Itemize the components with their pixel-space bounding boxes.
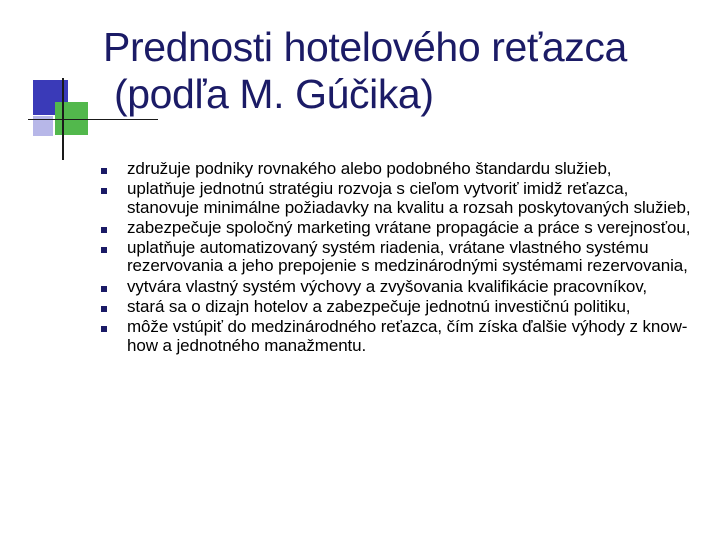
bullet-square-icon bbox=[101, 247, 107, 253]
bullet-square-icon bbox=[101, 188, 107, 194]
bullet-square-icon bbox=[101, 326, 107, 332]
slide-title bbox=[103, 24, 703, 118]
bullet-text: môže vstúpiť do medzinárodného reťazca, čím získa ďalšie výhody z know-how a jednotného manažmentu. bbox=[127, 317, 688, 355]
slide-title-line2: (podľa M. Gúčika) bbox=[103, 71, 434, 117]
decorative-horizontal-line bbox=[28, 119, 158, 120]
slide-title-line1: Prednosti hotelového reťazca bbox=[103, 24, 627, 70]
bullet-text: vytvára vlastný systém výchovy a zvyšovania kvalifikácie pracovníkov, bbox=[127, 276, 647, 296]
bullet-item bbox=[97, 160, 697, 178]
bullet-text: stará sa o dizajn hotelov a zabezpečuje jednotnú investičnú politiku, bbox=[127, 297, 631, 317]
bullet-text: združuje podniky rovnakého alebo podobného štandardu služieb, bbox=[127, 159, 612, 178]
bullet-item bbox=[97, 298, 697, 316]
bullet-item bbox=[97, 180, 697, 217]
bullet-item bbox=[97, 219, 697, 237]
bullet-item bbox=[97, 278, 697, 296]
bullet-square-icon bbox=[101, 227, 107, 233]
bullet-square-icon bbox=[101, 306, 107, 312]
bullet-text: uplatňuje jednotnú stratégiu rozvoja s cieľom vytvoriť imidž reťazca, stanovuje minimálne požiadavky na kvalitu a rozsah poskytovaných služieb, bbox=[127, 179, 691, 217]
bullet-item bbox=[97, 239, 697, 276]
bullet-square-icon bbox=[101, 168, 107, 174]
bullet-item bbox=[97, 318, 697, 355]
bullet-list bbox=[97, 160, 697, 357]
bullet-text: uplatňuje automatizovaný systém riadenia, vrátane vlastného systému rezervovania a jeho prepojenie s medzinárodnými systémami rezervovania, bbox=[127, 238, 688, 276]
bullet-square-icon bbox=[101, 286, 107, 292]
bullet-text: zabezpečuje spoločný marketing vrátane propagácie a práce s verejnosťou, bbox=[127, 217, 691, 237]
